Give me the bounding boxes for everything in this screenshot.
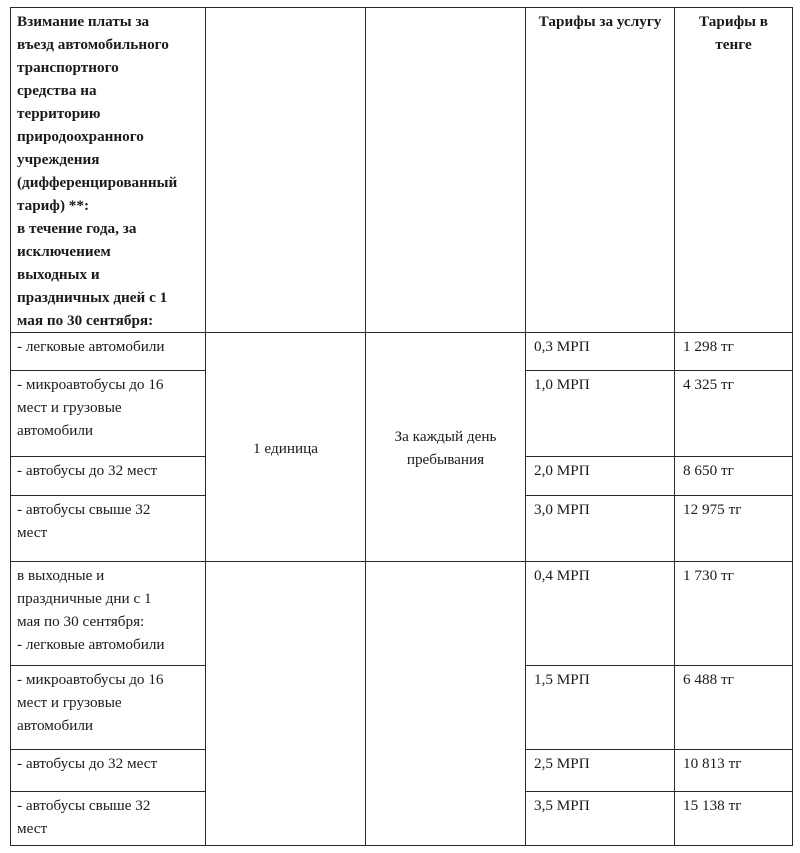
row-tenge: 6 488 тг — [683, 671, 734, 688]
unit-cell — [206, 333, 366, 562]
row-tenge-cell — [675, 371, 793, 457]
row-service: 0,4 МРП — [534, 567, 590, 584]
row-label-cell — [11, 457, 206, 496]
header-tariff-tenge: Тарифы в тенге — [699, 13, 768, 53]
row-service-cell — [526, 792, 675, 846]
row-label-cell — [11, 666, 206, 750]
table-row — [11, 333, 793, 371]
row-label-cell — [11, 562, 206, 666]
row-tenge-cell — [675, 792, 793, 846]
row-service-cell — [526, 496, 675, 562]
row-tenge: 1 730 тг — [683, 567, 734, 584]
unit-value: 1 единица — [253, 439, 318, 457]
row-label: в выходные и праздничные дни с 1 мая по 30 сентября: - легковые автомобили — [17, 567, 165, 653]
header-service-cell — [526, 8, 675, 333]
row-service: 1,5 МРП — [534, 671, 590, 688]
row-service-cell — [526, 457, 675, 496]
row-label: - микроавтобусы до 16 мест и грузовые автомобили — [17, 671, 164, 734]
row-tenge-cell — [675, 562, 793, 666]
row-tenge: 4 325 тг — [683, 376, 734, 393]
row-tenge: 1 298 тг — [683, 338, 734, 355]
row-label: - автобусы до 32 мест — [17, 755, 158, 772]
row-label-cell — [11, 750, 206, 792]
row-tenge: 12 975 тг — [683, 501, 742, 518]
row-label: - автобусы до 32 мест — [17, 462, 158, 479]
row-tenge-cell — [675, 666, 793, 750]
tariff-table — [10, 7, 793, 846]
table-row — [11, 562, 793, 666]
row-service: 1,0 МРП — [534, 376, 590, 393]
row-service-cell — [526, 562, 675, 666]
row-tenge-cell — [675, 750, 793, 792]
row-tenge-cell — [675, 333, 793, 371]
header-empty-cell — [206, 8, 366, 333]
table-header-row — [11, 8, 793, 333]
row-service: 2,5 МРП — [534, 755, 590, 772]
header-tenge-cell — [675, 8, 793, 333]
row-service-cell — [526, 666, 675, 750]
row-service-cell — [526, 333, 675, 371]
header-description: Взимание платы за въезд автомобильного транспортного средства на территорию природоохранного учреждения (дифференцированный тариф) **: в течение года, за исключением выходных и праздничных дней с 1 мая по 30 сентября: — [17, 13, 178, 329]
header-tariff-service: Тарифы за услугу — [538, 13, 662, 30]
row-service: 3,0 МРП — [534, 501, 590, 518]
row-service: 2,0 МРП — [534, 462, 590, 479]
row-service: 0,3 МРП — [534, 338, 590, 355]
header-description-cell — [11, 8, 206, 333]
period-value: За каждый день пребывания — [394, 428, 497, 468]
row-service-cell — [526, 750, 675, 792]
row-service-cell — [526, 371, 675, 457]
row-tenge-cell — [675, 457, 793, 496]
document-page — [10, 7, 794, 847]
row-label-cell — [11, 496, 206, 562]
row-label: - автобусы свыше 32 мест — [17, 501, 151, 541]
period-cell-empty — [366, 562, 526, 846]
header-empty-cell — [366, 8, 526, 333]
period-cell — [366, 333, 526, 562]
row-tenge: 15 138 тг — [683, 797, 742, 814]
row-label: - автобусы свыше 32 мест — [17, 797, 151, 837]
row-tenge-cell — [675, 496, 793, 562]
row-tenge: 8 650 тг — [683, 462, 734, 479]
row-label-cell — [11, 792, 206, 846]
row-label: - легковые автомобили — [17, 338, 165, 355]
row-tenge: 10 813 тг — [683, 755, 742, 772]
row-label: - микроавтобусы до 16 мест и грузовые автомобили — [17, 376, 164, 439]
row-label-cell — [11, 371, 206, 457]
row-label-cell — [11, 333, 206, 371]
unit-cell-empty — [206, 562, 366, 846]
row-service: 3,5 МРП — [534, 797, 590, 814]
